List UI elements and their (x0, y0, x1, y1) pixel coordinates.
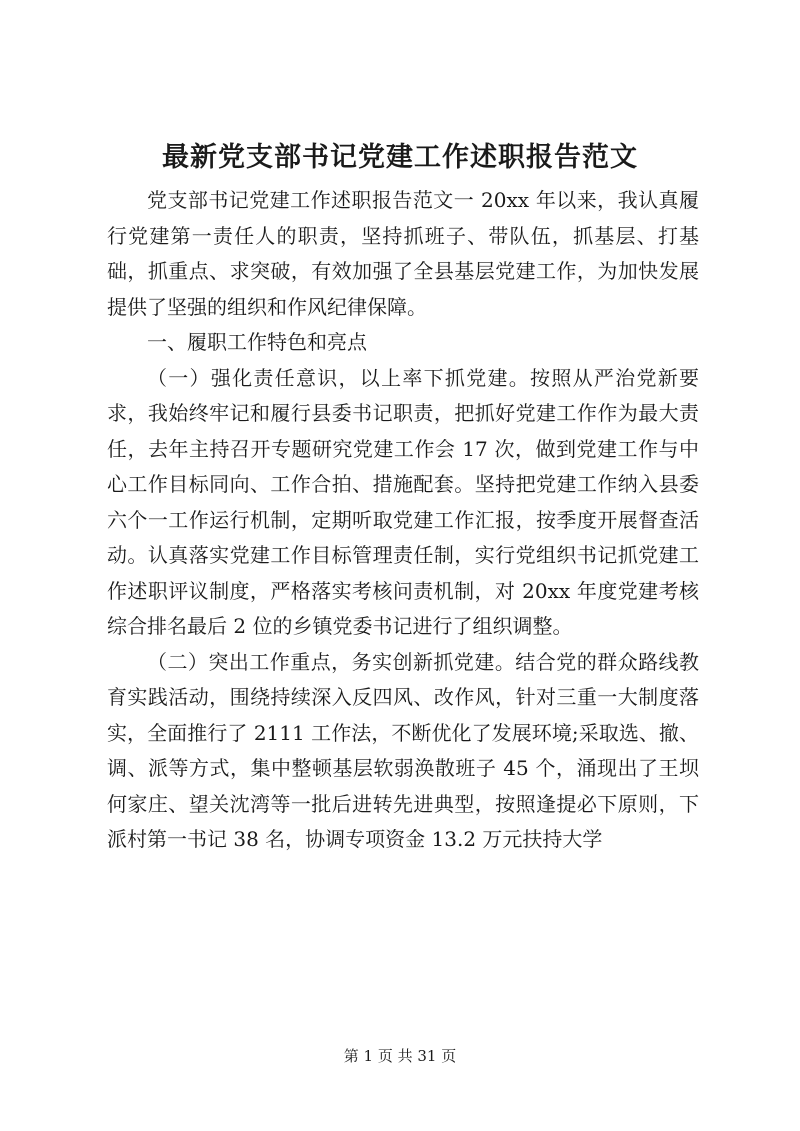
document-body (107, 183, 699, 858)
body-paragraph: （一）强化责任意识，以上率下抓党建。按照从严治党新要求，我始终牢记和履行县委书记职责，把抓好党建工作作为最大责任，去年主持召开专题研究党建工作会 17 次，做到党建工作与中心工作目标同向、工作合拍、措施配套。坚持把党建工作纳入县委六个一工作运行机制，定期听取党建工作汇报，按季度开展督查活动。认真落实党建工作目标管理责任制，实行党组织书记抓党建工作述职评议制度，严格落实考核问责机制，对 20xx 年度党建考核综合排名最后 2 位的乡镇党委书记进行了组织调整。 (107, 365, 699, 638)
document-title: 最新党支部书记党建工作述职报告范文 (162, 142, 638, 173)
page-number-footer: 第 1 页 共 31 页 (343, 1047, 457, 1065)
intro-paragraph: 党支部书记党建工作述职报告范文一 20xx 年以来，我认真履行党建第一责任人的职责，坚持抓班子、带队伍，抓基层、打基础，抓重点、求突破，有效加强了全县基层党建工作，为加快发展提供了坚强的组织和作风纪律保障。 (107, 188, 699, 319)
section-heading: 一、履职工作特色和亮点 (147, 330, 367, 354)
body-paragraph: （二）突出工作重点，务实创新抓党建。结合党的群众路线教育实践活动，围绕持续深入反四风、改作风，针对三重一大制度落实，全面推行了 2111 工作法，不断优化了发展环境;采取选、撤、调、派等方式，集中整顿基层软弱涣散班子 45 个，涌现出了王坝何家庄、望关沈湾等一批后进转先进典型，按照逢提必下原则，下派村第一书记 38 名，协调专项资金 13.2 万元扶持大学 (107, 649, 699, 851)
